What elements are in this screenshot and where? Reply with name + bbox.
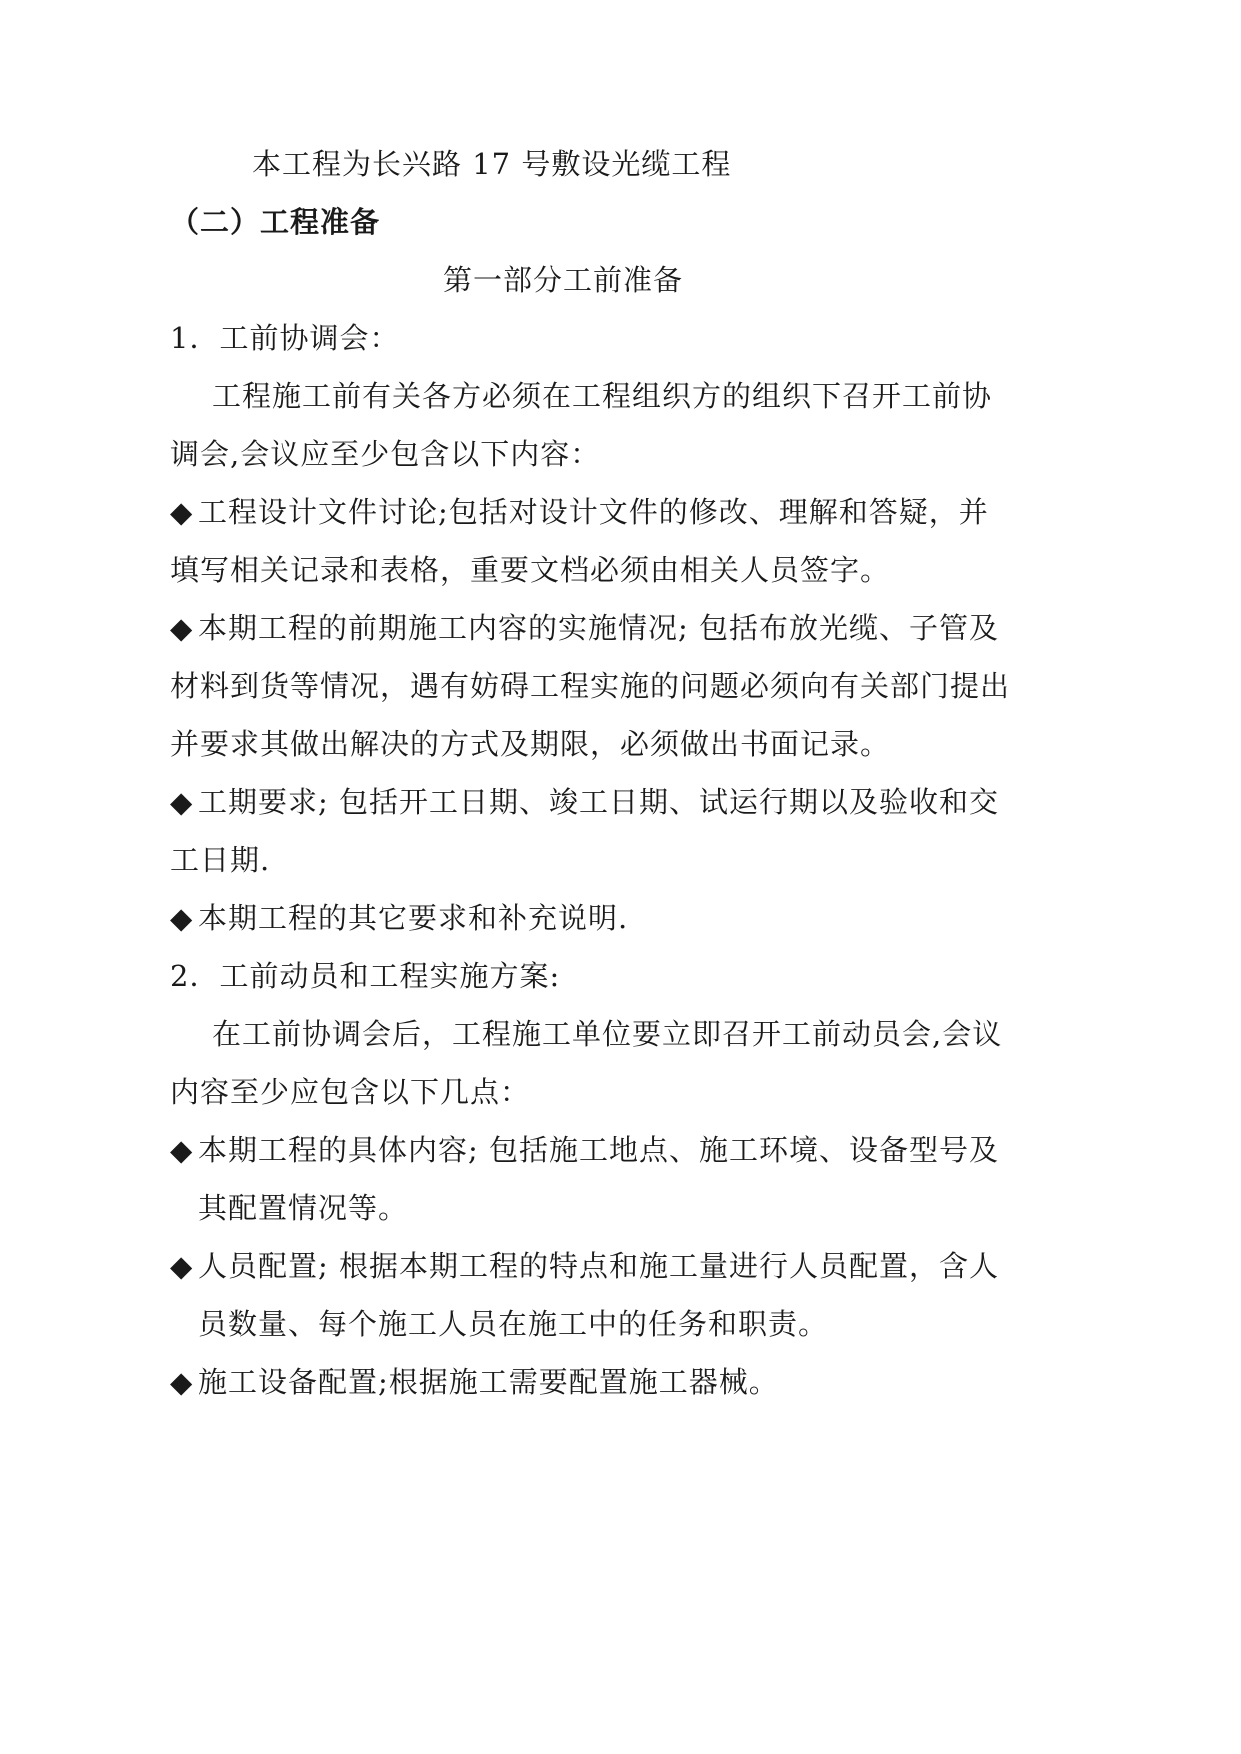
bullet-continuation: 其配置情况等。 (198, 1191, 409, 1225)
item2-title: 2．工前动员和工程实施方案: (170, 959, 561, 993)
diamond-bullet-icon: ◆ (170, 901, 194, 935)
bullet-item (170, 898, 628, 938)
intro-text: 本工程为长兴路 17 号敷设光缆工程 (252, 147, 732, 181)
bullet-continuation: 员数量、每个施工人员在施工中的任务和职责。 (198, 1307, 829, 1341)
bullet-text: 本期工程的前期施工内容的实施情况; 包括布放光缆、子管及 (198, 611, 999, 645)
item2-paragraph-line1: 在工前协调会后，工程施工单位要立即召开工前动员会,会议 (212, 1017, 1003, 1051)
bullet-continuation: 填写相关记录和表格，重要文档必须由相关人员签字。 (170, 553, 891, 587)
bullet-text: 工程设计文件讨论;包括对设计文件的修改、理解和答疑，并 (198, 495, 989, 529)
bullet-item (170, 1246, 999, 1286)
item1-title: 1．工前协调会： (170, 321, 400, 355)
part-title: 第一部分工前准备 (443, 263, 684, 297)
diamond-bullet-icon: ◆ (170, 1133, 194, 1167)
diamond-bullet-icon: ◆ (170, 495, 194, 529)
bullet-text: 施工设备配置;根据施工需要配置施工器械。 (198, 1365, 779, 1399)
section-heading: （二）工程准备 (170, 205, 381, 239)
diamond-bullet-icon: ◆ (170, 785, 194, 819)
diamond-bullet-icon: ◆ (170, 611, 194, 645)
bullet-continuation: 工日期. (170, 843, 271, 877)
item1-paragraph-line2: 调会,会议应至少包含以下内容： (170, 437, 601, 471)
bullet-item (170, 492, 989, 532)
bullet-text: 工期要求; 包括开工日期、竣工日期、试运行期以及验收和交 (198, 785, 999, 819)
diamond-bullet-icon: ◆ (170, 1365, 194, 1399)
bullet-text: 人员配置; 根据本期工程的特点和施工量进行人员配置，含人 (198, 1249, 999, 1283)
bullet-item (170, 608, 999, 648)
bullet-item (170, 1130, 999, 1170)
item1-paragraph-line1: 工程施工前有关各方必须在工程组织方的组织下召开工前协 (212, 379, 993, 413)
bullet-text: 本期工程的其它要求和补充说明. (198, 901, 629, 935)
diamond-bullet-icon: ◆ (170, 1249, 194, 1283)
bullet-item (170, 1362, 779, 1402)
item2-paragraph-line2: 内容至少应包含以下几点： (170, 1075, 531, 1109)
bullet-text: 本期工程的具体内容; 包括施工地点、施工环境、设备型号及 (198, 1133, 999, 1167)
bullet-continuation: 并要求其做出解决的方式及期限，必须做出书面记录。 (170, 727, 891, 761)
bullet-continuation: 材料到货等情况，遇有妨碍工程实施的问题必须向有关部门提出 (170, 669, 1011, 703)
bullet-item (170, 782, 999, 822)
